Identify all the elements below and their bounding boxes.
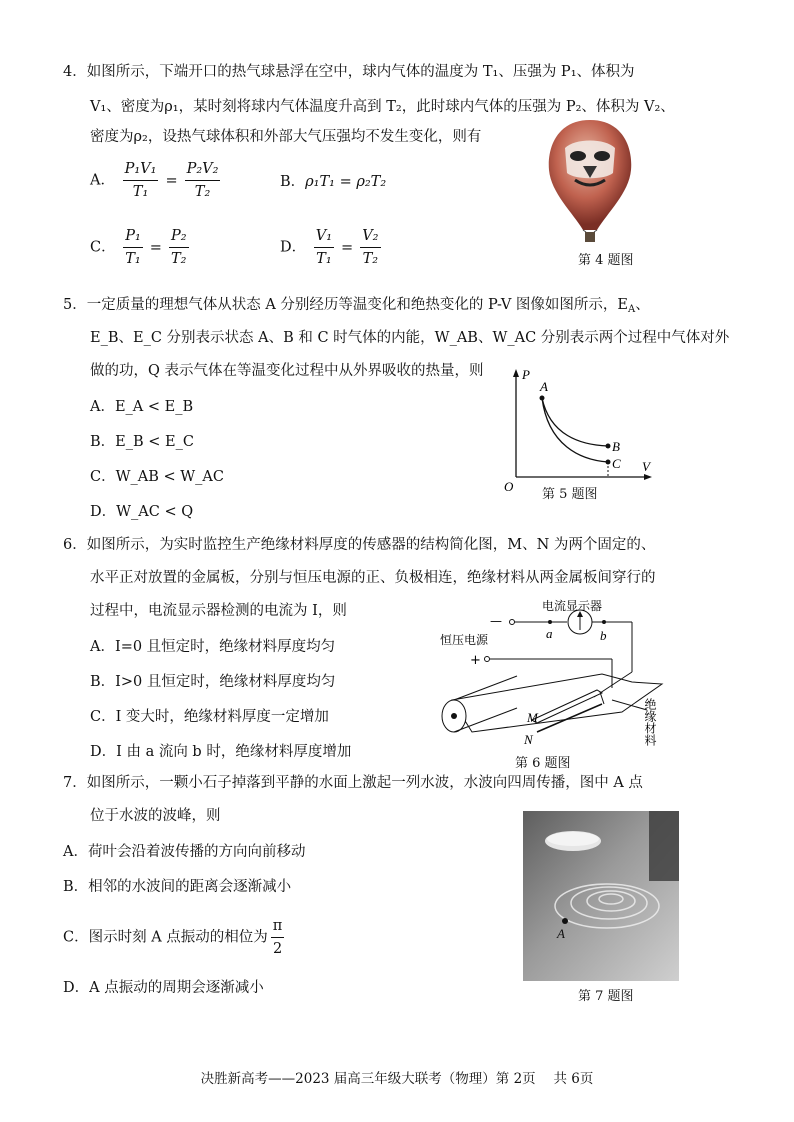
- water-ripple-photo: [523, 811, 679, 981]
- fraction: $\frac{\text{V₁}}{\text{T₁}}$: [314, 225, 334, 270]
- q7-option-b[interactable]: B．相邻的水波间的距离会逐渐减小: [63, 879, 292, 895]
- q7-figure-caption: 第 7 题图: [578, 989, 634, 1004]
- point-c-label: C: [612, 456, 621, 471]
- hot-air-balloon-image: [545, 118, 635, 248]
- meter-label: 电流显示器: [542, 599, 603, 613]
- q6-option-b[interactable]: B．I>0 且恒定时，绝缘材料厚度均匀: [90, 674, 336, 690]
- q6-option-c[interactable]: C．I 变大时，绝缘材料厚度一定增加: [90, 709, 329, 725]
- q6-line3: 过程中，电流显示器检测的电流为 I，则: [90, 603, 347, 619]
- q5-option-b[interactable]: B．E_B < E_C: [90, 434, 194, 450]
- q5-figure-caption: 第 5 题图: [542, 487, 598, 502]
- q4-line3: 密度为ρ₂，设热气球体积和外部大气压强均不发生变化，则有: [90, 129, 482, 145]
- q5-line3: 做的功，Q 表示气体在等温变化过程中从外界吸收的热量，则: [90, 363, 484, 379]
- point-a-label: a: [546, 626, 553, 641]
- q4-figure-caption: 第 4 题图: [578, 253, 634, 268]
- origin-label: O: [504, 479, 514, 494]
- q4-option-d[interactable]: D． $\frac{\text{V₁}}{\text{T₁}}$ = $\frac{\text{V₂}}{\text{T₂}}$: [280, 225, 384, 270]
- q5-line1: 5．一定质量的理想气体从状态 A 分别经历等温变化和绝热变化的 P-V 图像如图所示，$E_A$、: [63, 297, 650, 315]
- point-b-label: b: [600, 628, 607, 643]
- isothermal-curve: [542, 398, 608, 446]
- q5-option-c[interactable]: C．W_AB < W_AC: [90, 469, 224, 485]
- sensor-diagram: [432, 592, 672, 752]
- q6-option-a[interactable]: A．I=0 且恒定时，绝缘材料厚度均匀: [90, 639, 336, 655]
- plus-sign: +: [470, 653, 481, 668]
- point-b-label: B: [612, 439, 620, 454]
- plate-m-label: M: [527, 710, 538, 725]
- q4-option-b[interactable]: B．ρ₁T₁ = ρ₂T₂: [280, 174, 387, 190]
- q6-line2: 水平正对放置的金属板，分别与恒压电源的正、负极相连，绝缘材料从两金属板间穿行的: [90, 570, 656, 586]
- pv-graph: [500, 365, 660, 495]
- q6-line1: 6．如图所示，为实时监控生产绝缘材料厚度的传感器的结构简化图，M、N 为两个固定的、: [63, 537, 656, 553]
- fraction: $\frac{\text{P₁V₁}}{\text{T₁}}$: [123, 158, 159, 203]
- material-label: 绝缘材料: [643, 698, 657, 746]
- q4-option-c[interactable]: C． $\frac{\text{P₁}}{\text{T₁}}$ = $\frac{\text{P₂}}{\text{T₂}}$: [90, 225, 192, 270]
- fraction: $\frac{\text{P₂V₂}}{\text{T₂}}$: [185, 158, 221, 203]
- q5-option-d[interactable]: D．W_AC < Q: [90, 504, 194, 520]
- q4-line1: 4．如图所示，下端开口的热气球悬浮在空中，球内气体的温度为 T₁、压强为 P₁、体积为: [63, 64, 635, 80]
- axis-v-label: V: [642, 459, 650, 474]
- fraction: $\frac{\pi}{2}$: [271, 915, 285, 960]
- q5-option-a[interactable]: A．E_A < E_B: [90, 399, 194, 415]
- point-a-label: A: [557, 926, 565, 941]
- axis-p-label: P: [522, 367, 530, 382]
- adiabatic-curve: [542, 398, 608, 462]
- source-label: 恒压电源: [440, 633, 489, 647]
- fraction: $\frac{\text{V₂}}{\text{T₂}}$: [360, 225, 380, 270]
- q4-option-a[interactable]: A． $\frac{\text{P₁V₁}}{\text{T₁}}$ = $\frac{\text{P₂V₂}}{\text{T₂}}$: [90, 158, 223, 203]
- fraction: $\frac{\text{P₂}}{\text{T₂}}$: [169, 225, 189, 270]
- q7-option-d[interactable]: D．A 点振动的周期会逐渐减小: [63, 980, 264, 996]
- page-footer: 决胜新高考——2023 届高三年级大联考（物理）第 2页 共 6页: [200, 1071, 594, 1087]
- q7-line1: 7．如图所示，一颗小石子掉落到平静的水面上激起一列水波，水波向四周传播，图中 A 点: [63, 775, 643, 791]
- q7-option-c[interactable]: C．图示时刻 A 点振动的相位为 $\frac{\pi}{2}$: [63, 915, 287, 960]
- q7-option-a[interactable]: A．荷叶会沿着波传播的方向向前移动: [63, 844, 306, 860]
- minus-sign: —: [490, 614, 502, 628]
- q6-figure-caption: 第 6 题图: [515, 756, 571, 771]
- fraction: $\frac{\text{P₁}}{\text{T₁}}$: [123, 225, 143, 270]
- plate-n-label: N: [524, 732, 533, 747]
- q7-line2: 位于水波的波峰，则: [90, 808, 221, 824]
- q6-option-d[interactable]: D．I 由 a 流向 b 时，绝缘材料厚度增加: [90, 744, 352, 760]
- point-a-label: A: [540, 379, 548, 394]
- q4-line2: V₁、密度为ρ₁，某时刻将球内气体温度升高到 T₂，此时球内气体的压强为 P₂、体积为 V₂、: [90, 99, 675, 115]
- q5-line2: E_B、E_C 分别表示状态 A、B 和 C 时气体的内能，W_AB、W_AC 分别表示两个过程中气体对外: [90, 330, 730, 346]
